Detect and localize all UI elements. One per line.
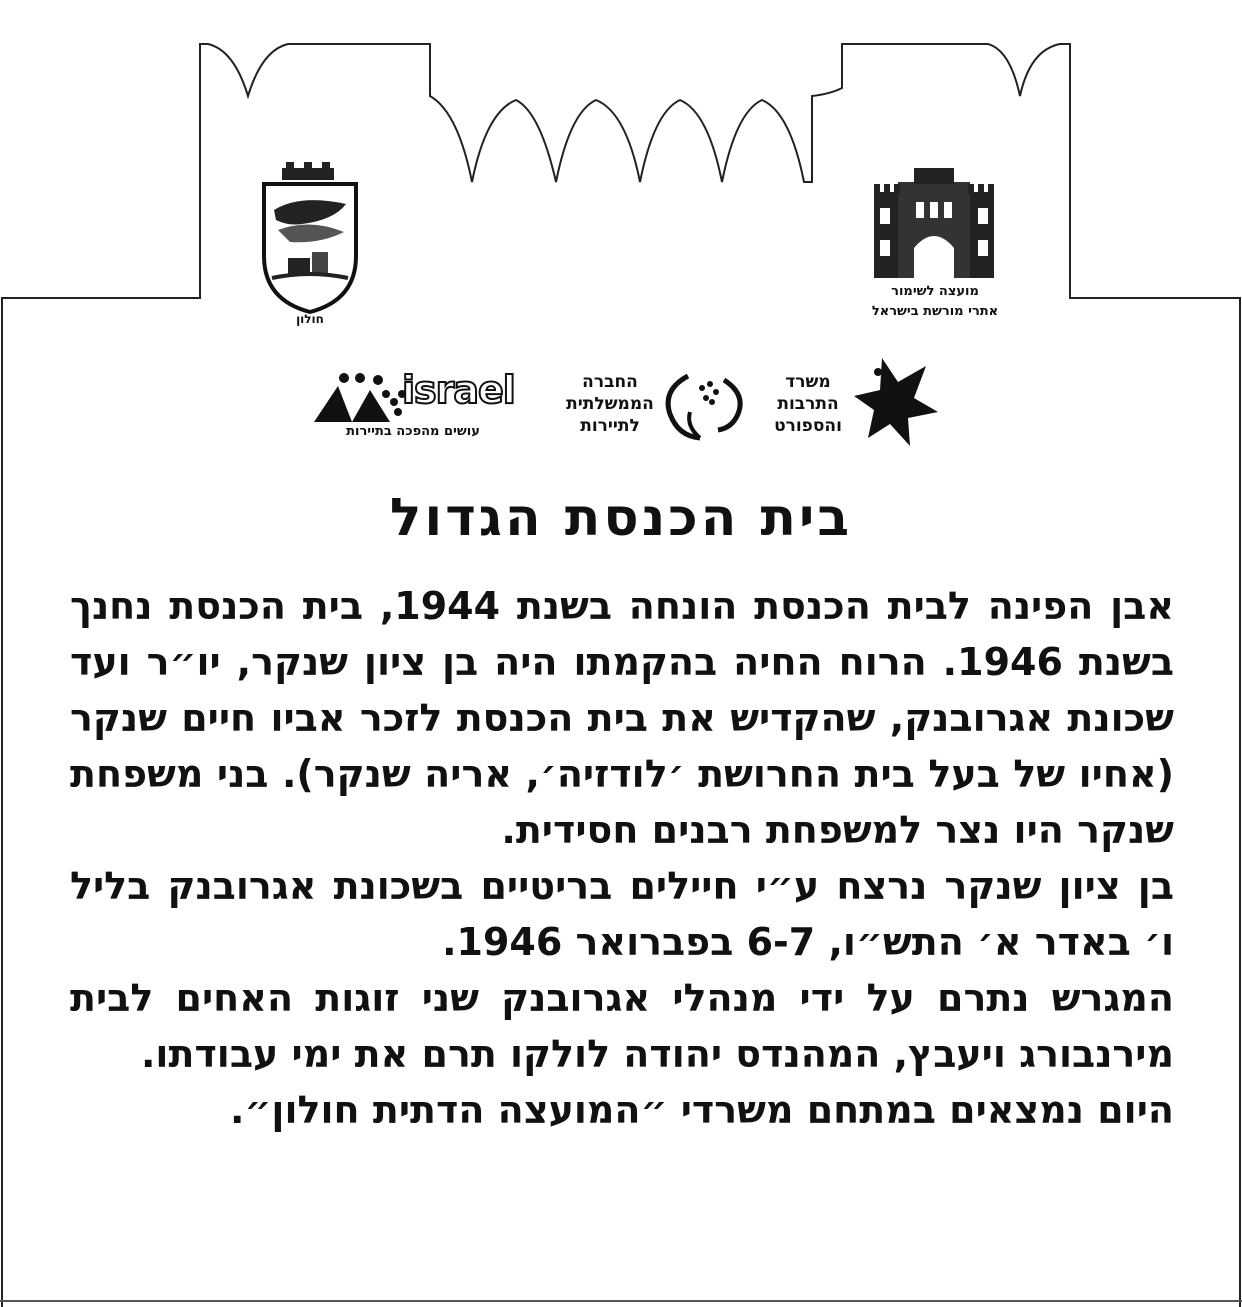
paragraph-1: אבן הפינה לבית הכנסת הונחה בשנת 1944, בית הכנסת נחנך בשנת 1946. הרוח החיה בהקמתו היה בן ציון שנקר, יו״ר ועד שכונת אגרובנק, שהקדיש את בית הכנסת לזכר אביו חיים שנקר (אחיו של בעל בית החרושת ׳לודזיה׳, אריה שנקר). בני משפחת שנקר היו נצר למשפחת רבנים חסידית. (70, 584, 1175, 852)
body-text (70, 578, 1174, 1138)
bottom-divider (0, 1300, 1242, 1302)
ministry-line2: התרבות (777, 394, 839, 414)
right-logo-caption-line1: מועצה לשימור (891, 284, 979, 299)
heritage-building-icon (870, 162, 998, 280)
holon-municipal-emblem-icon (250, 160, 370, 320)
ministry-star-icon (852, 356, 940, 448)
left-logo-caption: חולון (296, 312, 324, 326)
page-title: בית הכנסת הגדול (389, 488, 853, 548)
tourism-company-line3: לתיירות (580, 416, 640, 436)
tourism-company-line1: החברה (582, 372, 638, 392)
tourism-company-icon (660, 370, 752, 442)
right-logo-caption-line2: אתרי מורשת בישראל (871, 304, 999, 319)
ministry-line1: משרד (785, 372, 831, 392)
israel-tagline: עושים מהפכה בתיירות (346, 424, 480, 439)
ministry-line3: והספורט (774, 416, 842, 436)
paragraph-4: היום נמצאים במתחם משרדי ״המועצה הדתית חולון״. (230, 1088, 1174, 1132)
israel-wordmark: israel (402, 368, 515, 412)
paragraph-2: בן ציון שנקר נרצח ע״י חיילים בריטיים בשכונת אגרובנק בליל ו׳ באדר א׳ התש״ו, 6-7 בפברואר 1946. (70, 864, 1174, 964)
paragraph-3: המגרש נתרם על ידי מנהלי אגרובנק שני זוגות האחים לבית מירנבורג ויעבץ, המהנדס יהודה לולקו תרם את ימי עבודתו. (70, 976, 1174, 1076)
tourism-company-line2: הממשלתית (566, 394, 654, 414)
israel-tourism-icon (312, 372, 414, 426)
